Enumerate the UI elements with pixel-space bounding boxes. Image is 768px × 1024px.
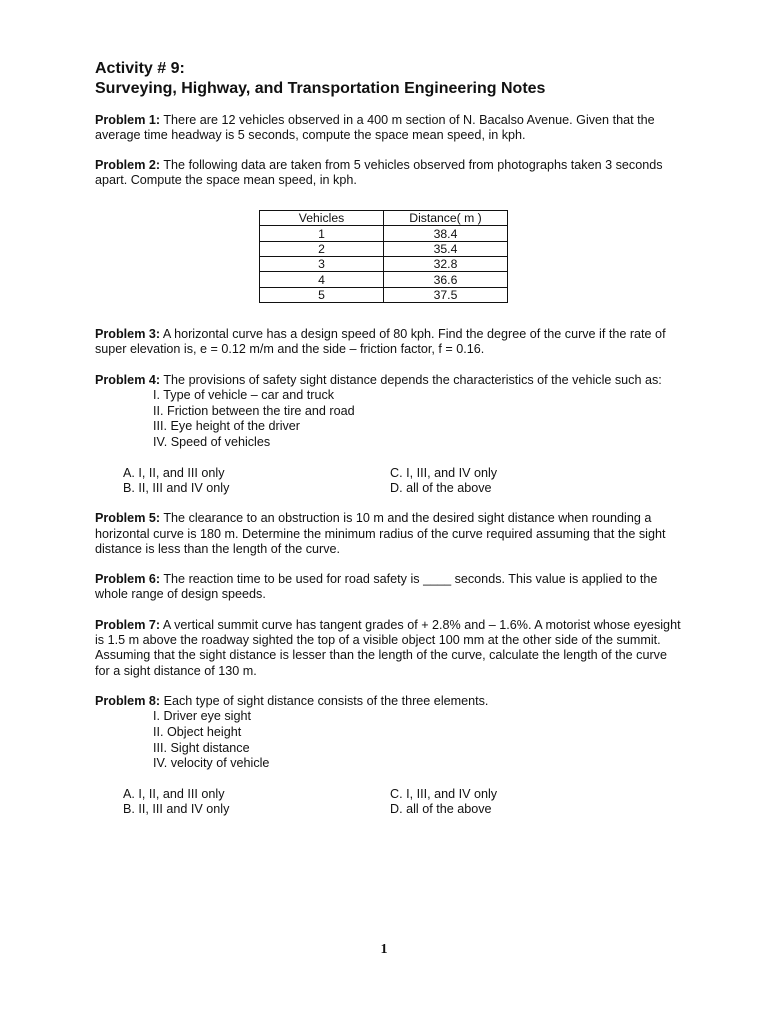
table-cell: 36.6 (384, 272, 508, 287)
problem-6 (95, 572, 685, 603)
problem-text: The reaction time to be used for road safety is ____ seconds. This value is applied to the whole range of design speeds. (95, 572, 658, 602)
problem-label: Problem 3: (95, 326, 161, 341)
table-cell: 38.4 (384, 226, 508, 241)
table-row (260, 287, 508, 302)
table-header-cell: Vehicles (260, 211, 384, 226)
page-number: 1 (380, 942, 388, 957)
table-cell: 4 (260, 272, 384, 287)
choice-a: A. I, II, and III only (123, 787, 225, 802)
choice-b: B. II, III and IV only (123, 802, 230, 817)
list-item: I. Driver eye sight (153, 709, 251, 724)
problem-4-choices (123, 466, 593, 497)
table-cell: 32.8 (384, 257, 508, 272)
table-cell: 2 (260, 241, 384, 256)
problem-text: The provisions of safety sight distance depends the characteristics of the vehicle such as: (160, 372, 662, 387)
problem-label: Problem 8: (95, 693, 161, 708)
choice-c: C. I, III, and IV only (390, 787, 498, 802)
problem-8-choices (123, 787, 593, 818)
list-item: III. Sight distance (153, 740, 250, 755)
problem-label: Problem 2: (95, 157, 161, 172)
list-item: III. Eye height of the driver (153, 419, 301, 434)
problem-5 (95, 511, 685, 557)
choice-row (123, 802, 593, 817)
table-header-row (260, 211, 508, 226)
problem-1 (95, 113, 685, 144)
problem-3 (95, 327, 685, 358)
problem-7 (95, 618, 685, 679)
choice-d: D. all of the above (390, 802, 492, 817)
table-cell: 35.4 (384, 241, 508, 256)
problem-8 (95, 694, 685, 709)
choice-row (123, 481, 593, 496)
problem-label: Problem 7: (95, 617, 161, 632)
table-cell: 1 (260, 226, 384, 241)
list-item: II. Object height (153, 724, 242, 739)
table-row (260, 241, 508, 256)
problem-text: Each type of sight distance consists of the three elements. (160, 693, 489, 708)
problem-4-items (153, 388, 685, 451)
vehicle-distance-table (259, 210, 508, 303)
choice-c: C. I, III, and IV only (390, 465, 498, 480)
choice-d: D. all of the above (390, 480, 492, 495)
list-item: IV. velocity of vehicle (153, 756, 270, 771)
table-row (260, 272, 508, 287)
table-row (260, 226, 508, 241)
problem-text: There are 12 vehicles observed in a 400 m section of N. Bacalso Avenue. Given that the average time headway is 5 seconds, compute the space mean speed, in kph. (95, 113, 655, 143)
table-cell: 5 (260, 287, 384, 302)
list-item: IV. Speed of vehicles (153, 434, 271, 449)
problem-label: Problem 4: (95, 372, 161, 387)
problem-text: The following data are taken from 5 vehicles observed from photographs taken 3 seconds apart. Compute the space mean speed, in kph. (95, 157, 663, 187)
choice-row (123, 787, 593, 802)
problem-text: A vertical summit curve has tangent grades of + 2.8% and – 1.6%. A motorist whose eyesight is 1.5 m above the roadway sighted the top of a visible object 100 mm at the other side of the summit. Assuming that the sight distance is lesser than the length of the curve, calculate the length of the curve for a sight distance of 130 m. (95, 617, 681, 678)
problem-text: A horizontal curve has a design speed of 80 kph. Find the degree of the curve if the rate of super elevation is, e = 0.12 m/m and the side – friction factor, f = 0.16. (95, 326, 666, 357)
table-row (260, 257, 508, 272)
problem-2 (95, 158, 685, 189)
document-subtitle: Surveying, Highway, and Transportation Engineering Notes (95, 80, 546, 97)
choice-b: B. II, III and IV only (123, 480, 230, 495)
problem-label: Problem 1: (95, 113, 161, 127)
document-page (95, 59, 685, 818)
table-cell: 3 (260, 257, 384, 272)
problem-4 (95, 373, 685, 388)
problem-8-items (153, 709, 685, 772)
problem-text: The clearance to an obstruction is 10 m and the desired sight distance when rounding a horizontal curve is 180 m. Determine the minimum radius of the curve required assuming that the sight distance is less than the length of the curve. (95, 511, 666, 556)
problem-label: Problem 5: (95, 511, 161, 526)
list-item: I. Type of vehicle – car and truck (153, 387, 335, 402)
table-cell: 37.5 (384, 287, 508, 302)
activity-title: Activity # 9: (95, 60, 185, 77)
problem-label: Problem 6: (95, 572, 161, 587)
choice-a: A. I, II, and III only (123, 465, 225, 480)
list-item: II. Friction between the tire and road (153, 403, 355, 418)
table-header-cell: Distance( m ) (384, 211, 508, 226)
choice-row (123, 466, 593, 481)
